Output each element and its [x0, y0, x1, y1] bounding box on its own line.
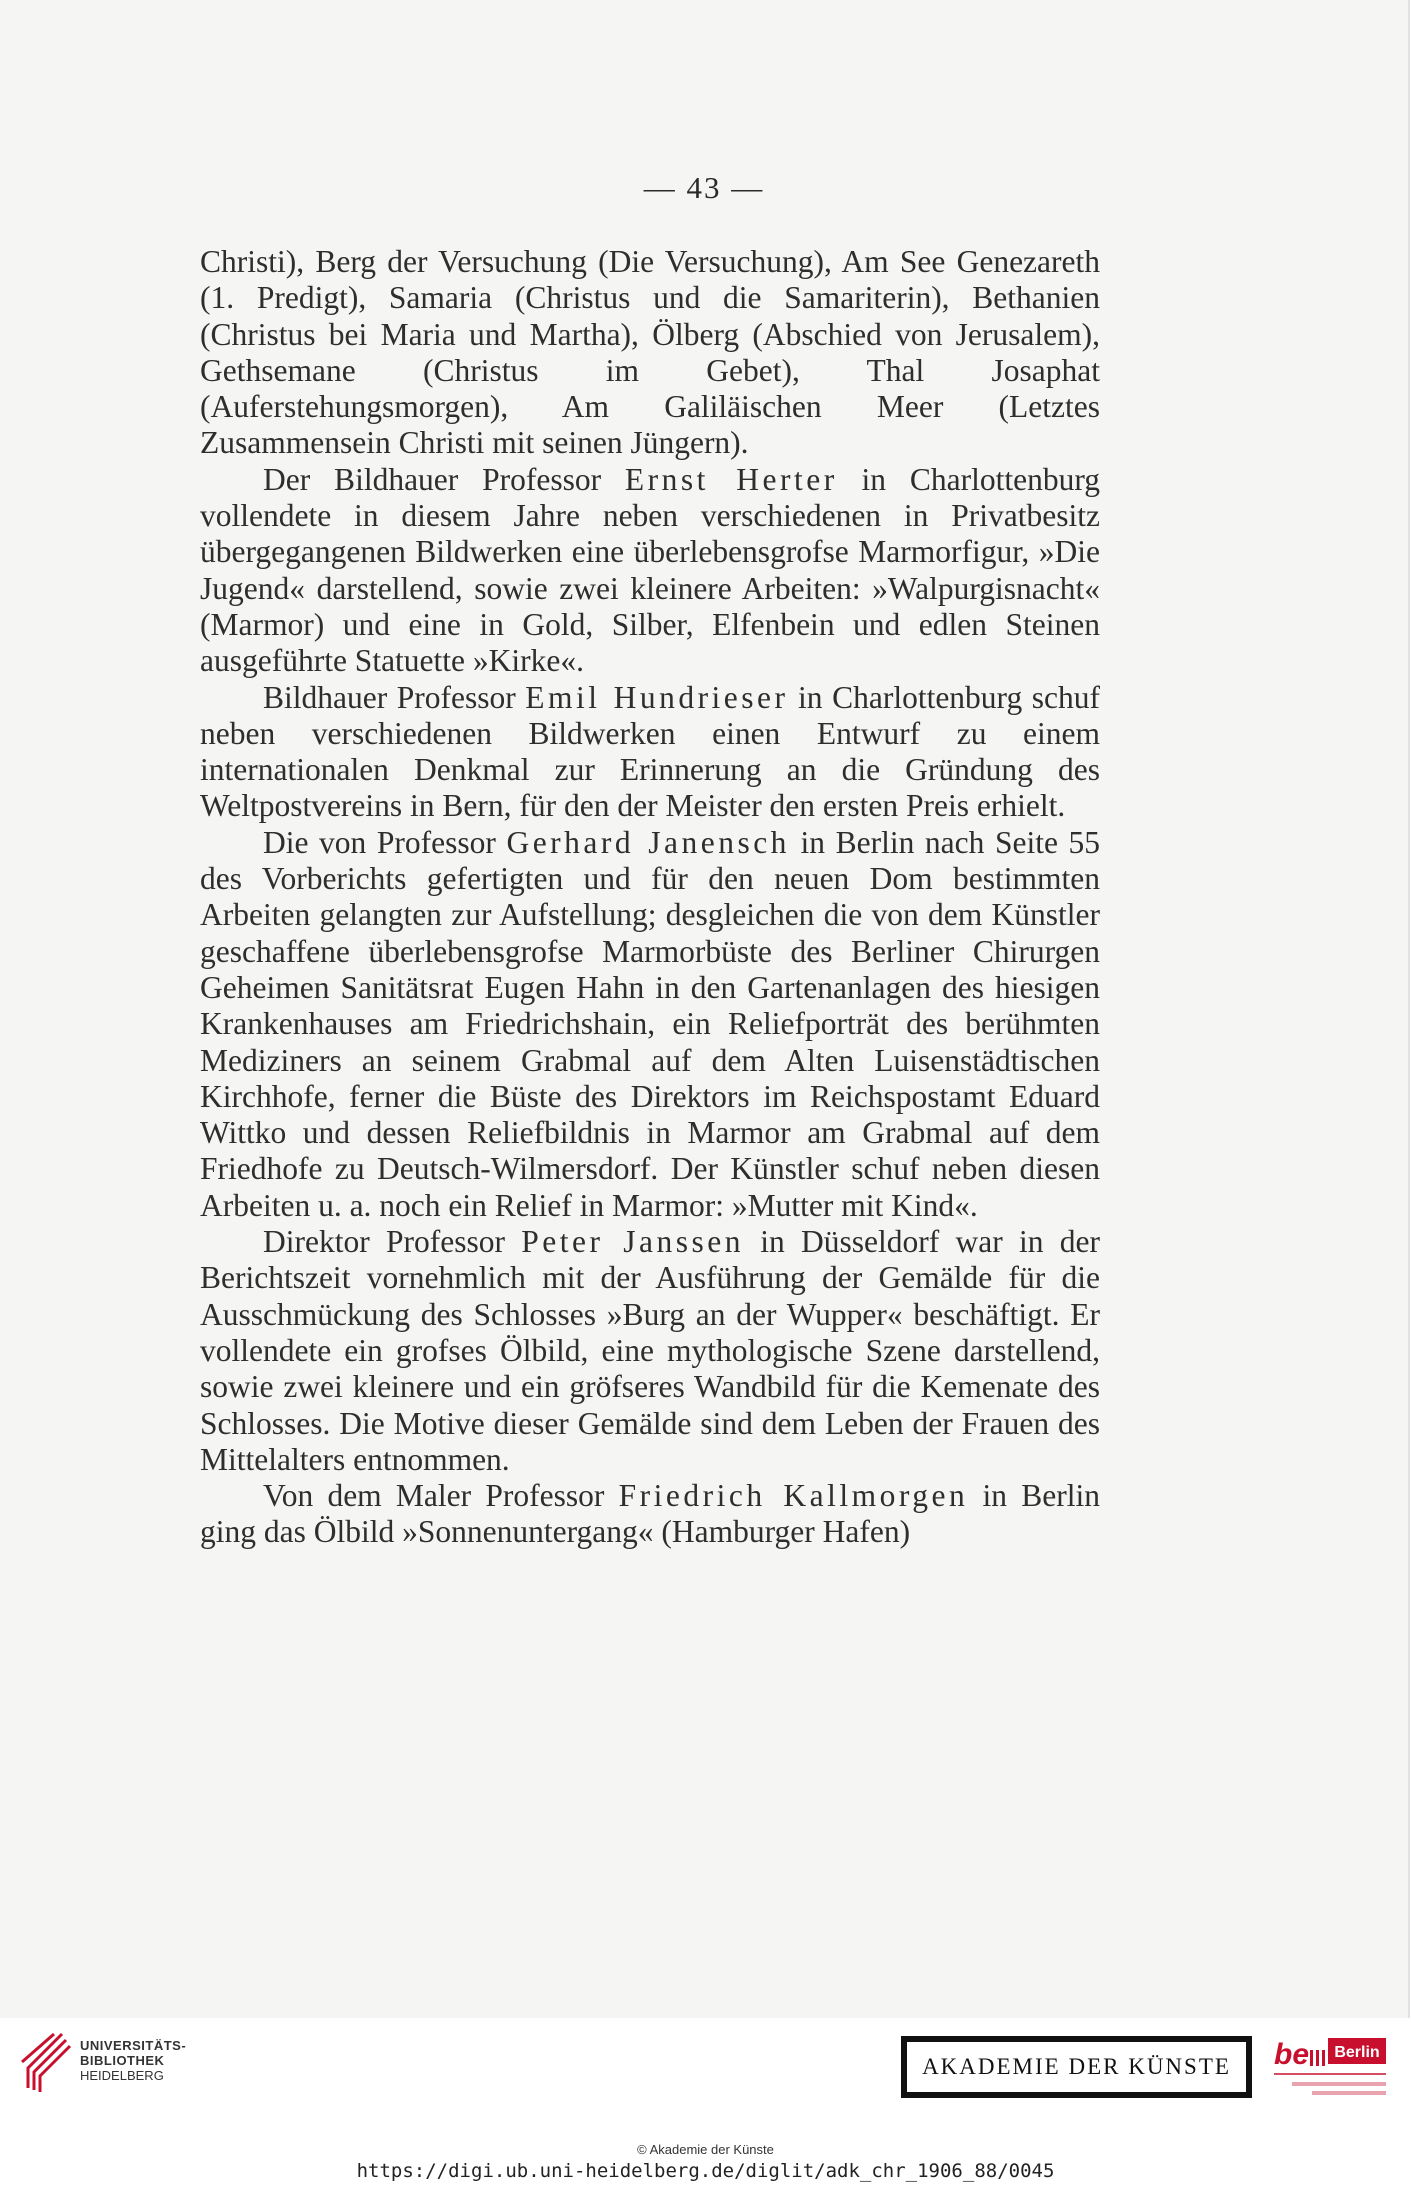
paragraph-4: Die von Professor Gerhard Janensch in Berlin nach Seite 55 des Vorberichts gefertigten und für den neuen Dom bestimmten Arbeiten gelangten zur Aufstellung; desgleichen die von dem Künstler geschaffene überlebensgrofse Marmorbüste des Berliner Chirurgen Geheimen Sanitätsrat Eugen Hahn in den Gartenanlagen des hiesigen Krankenhauses am Friedrichshain, ein Reliefporträt des berühmten Mediziners an seinem Grabmal auf dem Alten Luisenstädtischen Kirchhofe, ferner die Büste des Direktors im Reichspostamt Eduard Wittko und dessen Reliefbildnis in Marmor am Grabmal auf dem Friedhofe zu Deutsch-Wilmersdorf. Der Künstler schuf neben diesen Arbeiten u. a. noch ein Relief in Marmor: »Mutter mit Kind«. — [200, 824, 1101, 1223]
ub-heidelberg-logo-icon[interactable] — [14, 2030, 74, 2094]
permalink-url[interactable]: https://digi.ub.uni-heidelberg.de/diglit/adk_chr_1906_88/0045 — [356, 2160, 1055, 2182]
artist-name: Emil Hundrieser — [525, 679, 789, 715]
artist-name: Gerhard Janensch — [506, 824, 790, 860]
library-name: UNIVERSITÄTS- BIBLIOTHEK HEIDELBERG — [80, 2038, 187, 2083]
body-text — [200, 244, 1100, 1551]
page-number: — 43 — — [643, 170, 765, 205]
artist-name: Ernst Herter — [624, 461, 838, 497]
paragraph-5: Direktor Professor Peter Janssen in Düsseldorf war in der Berichtszeit vornehmlich mit der Ausführung der Gemälde für die Ausschmückung des Schlosses »Burg an der Wupper« beschäftigt. Er vollendete ein grofses Ölbild, eine mythologische Szene darstellend, sowie zwei kleinere und ein gröfseres Wandbild für die Kemenate des Schlosses. Die Motive dieser Gemälde sind dem Leben der Frauen des Mittelalters entnommen. — [200, 1224, 1101, 1477]
be-berlin-logo-prefix: be — [1274, 2038, 1310, 2071]
paragraph-3: Bildhauer Professor Emil Hundrieser in Charlottenburg schuf neben verschiedenen Bildwerken einen Entwurf zu einem internationalen Denkmal zur Erinnerung an die Gründung des Weltpostvereins in Bern, für den der Meister den ersten Preis erhielt. — [200, 679, 1100, 824]
adk-label: AKADEMIE DER KÜNSTE — [907, 2042, 1246, 2092]
artist-name: Friedrich Kallmorgen — [618, 1478, 969, 1514]
paragraph-1: Christi), Berg der Versuchung (Die Versuchung), Am See Genezareth (1. Predigt), Samaria (Christus und die Samariterin), Bethanien (Christus bei Maria und Martha), Ölberg (Abschied von Jerusalem), Gethsemane (Christus im Gebet), Thal Josaphat (Auferstehungsmorgen), Am Galiläischen Meer (Letztes Zusammensein Christi mit seinen Jüngern). — [200, 244, 1100, 461]
adk-logo[interactable] — [901, 2036, 1252, 2098]
artist-name: Peter Janssen — [521, 1224, 744, 1260]
be-berlin-logo-icon[interactable] — [1272, 2030, 1392, 2104]
be-berlin-logo-text: Berlin — [1334, 2044, 1380, 2061]
copyright-notice: © Akademie der Künste — [637, 2142, 774, 2157]
paragraph-6: Von dem Maler Professor Friedrich Kallmorgen in Berlin ging das Ölbild »Sonnenuntergang« (Hamburger Hafen) — [200, 1478, 1100, 1550]
paragraph-2: Der Bildhauer Professor Ernst Herter in Charlottenburg vollendete in diesem Jahre neben verschiedenen in Privatbesitz übergegangenen Bildwerken eine überlebensgrofse Marmorfigur, »Die Jugend« darstellend, sowie zwei kleinere Arbeiten: »Walpurgisnacht« (Marmor) und eine in Gold, Silber, Elfenbein und edlen Steinen ausgeführte Statuette »Kirke«. — [200, 461, 1101, 679]
